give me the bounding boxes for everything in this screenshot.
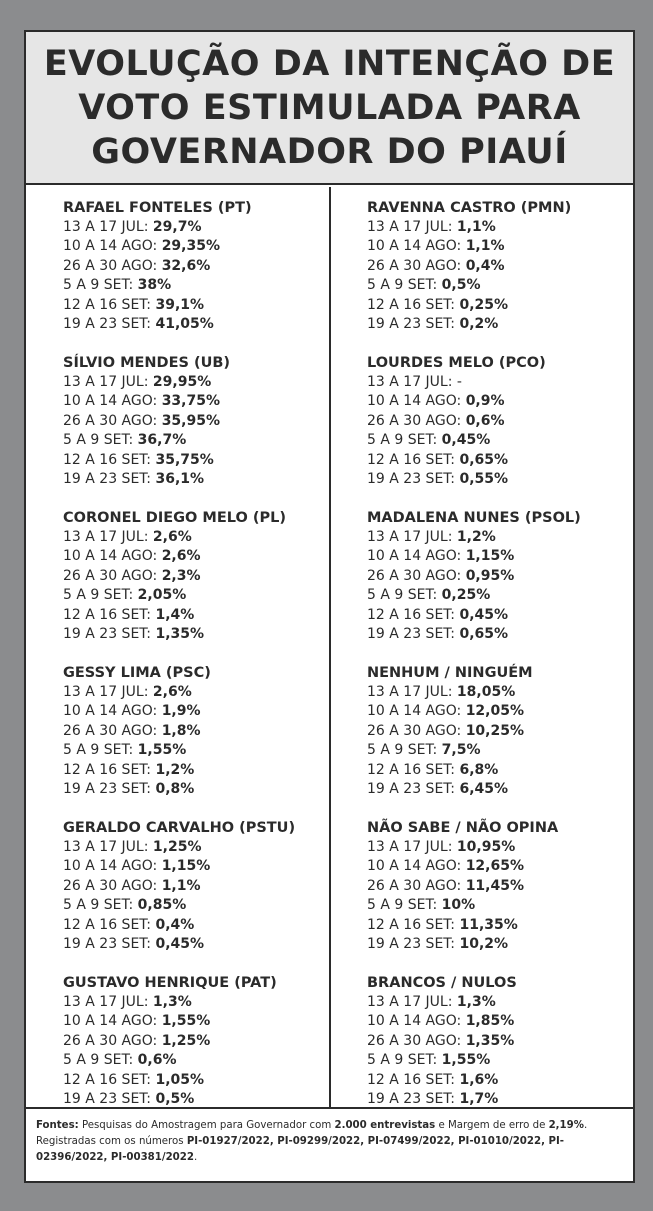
- poll-value: 1,15%: [465, 548, 515, 565]
- poll-row: [63, 722, 295, 741]
- candidate-block: [63, 974, 295, 1129]
- candidate-name: MADALENA NUNES (PSOL): [367, 510, 581, 526]
- sources-footer: [26, 1107, 633, 1181]
- footer-registrations: PI-01927/2022, PI-09299/2022, PI-07499/2022, PI-01010/2022, PI-02396/2022, PI-00381/2022: [36, 1136, 564, 1163]
- poll-value: 29,7%: [152, 219, 202, 235]
- poll-period: 10 A 14 AGO:: [367, 548, 462, 565]
- poll-value: 1,7%: [459, 1091, 499, 1108]
- poll-value: 0,8%: [155, 781, 195, 798]
- poll-period: 19 A 23 SET:: [367, 626, 456, 643]
- footer-text-3: . Registradas com os números: [36, 1120, 588, 1147]
- poll-period: 26 A 30 AGO:: [367, 722, 462, 739]
- poll-period: 19 A 23 SET:: [63, 471, 152, 488]
- candidate-name: NÃO SABE / NÃO OPINA: [367, 820, 559, 836]
- poll-value: 1,15%: [161, 858, 211, 875]
- poll-period: 19 A 23 SET:: [63, 1091, 152, 1108]
- poll-value: 11,45%: [465, 877, 524, 894]
- footer-text-1: Pesquisas do Amostragem para Governador com: [78, 1120, 335, 1131]
- page-title: EVOLUÇÃO DA INTENÇÃO DE VOTO ESTIMULADA PARA GOVERNADOR DO PIAUÍ: [43, 43, 616, 172]
- candidate-block: [367, 819, 581, 974]
- poll-value: 12,65%: [465, 858, 524, 875]
- poll-period: 5 A 9 SET:: [367, 897, 438, 914]
- candidate-name: CORONEL DIEGO MELO (PL): [63, 510, 286, 526]
- poll-row: [63, 916, 295, 935]
- candidate-name: NENHUM / NINGUÉM: [367, 665, 533, 681]
- poll-value: 0,9%: [465, 393, 505, 410]
- poll-row: [367, 916, 581, 935]
- poll-period: 10 A 14 AGO:: [63, 1013, 158, 1030]
- poll-row: [63, 838, 295, 857]
- poll-period: 13 A 17 JUL:: [63, 219, 149, 235]
- poll-row: [367, 896, 581, 915]
- poll-period: 26 A 30 AGO:: [367, 412, 462, 429]
- poll-row: [63, 702, 295, 721]
- poll-row: [63, 451, 295, 470]
- poll-value: 35,75%: [155, 451, 214, 468]
- poll-value: 0,4%: [465, 257, 505, 274]
- poll-period: 26 A 30 AGO:: [367, 567, 462, 584]
- poll-row: [367, 412, 581, 431]
- poll-row: [367, 1012, 581, 1031]
- candidate-block: [63, 354, 295, 509]
- poll-value: 7,5%: [441, 742, 481, 759]
- poll-row: [63, 993, 295, 1012]
- poll-period: 5 A 9 SET:: [63, 897, 134, 914]
- poll-value: 35,95%: [161, 412, 220, 429]
- poll-period: 19 A 23 SET:: [63, 626, 152, 643]
- poll-value: 1,1%: [465, 238, 505, 255]
- poll-value: 1,2%: [155, 761, 195, 778]
- poll-period: 19 A 23 SET:: [367, 471, 456, 488]
- poll-value: 36,7%: [137, 432, 187, 449]
- poll-row: [63, 877, 295, 896]
- candidate-name: GESSY LIMA (PSC): [63, 665, 211, 681]
- poll-value: 32,6%: [161, 257, 211, 274]
- poll-row: [63, 586, 295, 605]
- poll-row: [63, 683, 295, 702]
- poll-period: 13 A 17 JUL:: [63, 994, 149, 1010]
- poll-row: [367, 237, 581, 256]
- poll-value: 33,75%: [161, 393, 220, 410]
- poll-period: 5 A 9 SET:: [63, 587, 134, 604]
- poll-row: [367, 761, 581, 780]
- poll-row: [367, 276, 581, 295]
- poll-value: 1,2%: [456, 529, 496, 545]
- poll-row: [367, 567, 581, 586]
- poll-row: [367, 838, 581, 857]
- poll-value: 29,35%: [161, 238, 220, 255]
- poll-period: 12 A 16 SET:: [367, 606, 456, 623]
- footer-margin: 2,19%: [548, 1120, 584, 1131]
- poll-row: [63, 218, 295, 237]
- candidate-block: [63, 664, 295, 819]
- poll-row: [367, 780, 581, 799]
- poll-period: 13 A 17 JUL:: [63, 529, 149, 545]
- poll-value: 1,9%: [161, 703, 201, 720]
- poll-value: 10,25%: [465, 722, 524, 739]
- poll-row: [367, 1051, 581, 1070]
- candidate-name: BRANCOS / NULOS: [367, 975, 517, 991]
- poll-period: 13 A 17 JUL:: [367, 994, 453, 1010]
- poll-row: [367, 741, 581, 760]
- poll-row: [367, 683, 581, 702]
- poll-value: 2,6%: [152, 529, 192, 545]
- poll-row: [367, 606, 581, 625]
- poll-value: 0,6%: [137, 1052, 177, 1069]
- poll-value: 2,6%: [152, 684, 192, 700]
- poll-value: 1,1%: [456, 219, 496, 235]
- poll-value: 2,05%: [137, 587, 187, 604]
- poll-value: 1,35%: [155, 626, 205, 643]
- poll-row: [367, 993, 581, 1012]
- poll-value: 1,05%: [155, 1071, 205, 1088]
- poll-row: [63, 431, 295, 450]
- candidate-block: [367, 664, 581, 819]
- poll-value: 0,25%: [441, 587, 491, 604]
- poll-row: [367, 857, 581, 876]
- poll-row: [367, 451, 581, 470]
- poll-row: [63, 896, 295, 915]
- poll-row: [367, 722, 581, 741]
- poll-value: 2,3%: [161, 567, 201, 584]
- poll-period: 13 A 17 JUL:: [63, 374, 149, 390]
- poll-period: 10 A 14 AGO:: [63, 238, 158, 255]
- poll-row: [367, 625, 581, 644]
- poll-period: 12 A 16 SET:: [367, 296, 456, 313]
- poll-period: 12 A 16 SET:: [367, 1071, 456, 1088]
- poll-value: 36,1%: [155, 471, 205, 488]
- poll-row: [63, 606, 295, 625]
- poll-period: 19 A 23 SET:: [367, 316, 456, 333]
- poll-value: 1,25%: [152, 839, 202, 855]
- poll-value: 0,45%: [459, 606, 509, 623]
- poll-row: [63, 237, 295, 256]
- candidate-name: GERALDO CARVALHO (PSTU): [63, 820, 296, 836]
- poll-row: [367, 547, 581, 566]
- poll-value: 0,45%: [155, 936, 205, 953]
- poll-value: 1,55%: [441, 1052, 491, 1069]
- poll-row: [63, 1051, 295, 1070]
- poll-period: 19 A 23 SET:: [63, 316, 152, 333]
- candidate-name: RAVENNA CASTRO (PMN): [367, 200, 572, 216]
- poll-period: 5 A 9 SET:: [367, 742, 438, 759]
- poll-period: 26 A 30 AGO:: [63, 1032, 158, 1049]
- poll-period: 10 A 14 AGO:: [63, 393, 158, 410]
- poll-row: [367, 431, 581, 450]
- poll-period: 13 A 17 JUL:: [63, 839, 149, 855]
- poll-value: 0,55%: [459, 471, 509, 488]
- poll-row: [63, 1032, 295, 1051]
- candidate-name: SÍLVIO MENDES (UB): [63, 355, 231, 371]
- poll-row: [63, 761, 295, 780]
- poll-row: [63, 257, 295, 276]
- poll-row: [367, 392, 581, 411]
- poll-period: 13 A 17 JUL:: [63, 684, 149, 700]
- poll-period: 26 A 30 AGO:: [63, 722, 158, 739]
- poll-value: 0,4%: [155, 916, 195, 933]
- poll-period: 10 A 14 AGO:: [63, 703, 158, 720]
- poll-period: 12 A 16 SET:: [367, 916, 456, 933]
- poll-row: [367, 373, 581, 392]
- poll-value: 1,3%: [152, 994, 192, 1010]
- candidate-block: [367, 199, 581, 354]
- poll-value: 38%: [137, 277, 172, 294]
- poll-value: 10,2%: [459, 936, 509, 953]
- poll-row: [63, 1071, 295, 1090]
- poll-row: [63, 315, 295, 334]
- poll-value: 0,95%: [465, 567, 515, 584]
- poll-period: 10 A 14 AGO:: [367, 238, 462, 255]
- poll-row: [367, 702, 581, 721]
- poll-period: 12 A 16 SET:: [367, 451, 456, 468]
- column-divider: [329, 187, 331, 1107]
- poll-period: 10 A 14 AGO:: [63, 858, 158, 875]
- poll-row: [63, 567, 295, 586]
- poll-row: [367, 586, 581, 605]
- poll-value: 0,5%: [441, 277, 481, 294]
- poll-row: [367, 1032, 581, 1051]
- poll-value: 2,6%: [161, 548, 201, 565]
- poll-row: [63, 625, 295, 644]
- poll-period: 12 A 16 SET:: [63, 916, 152, 933]
- poll-period: 12 A 16 SET:: [63, 761, 152, 778]
- candidate-block: [63, 819, 295, 974]
- poll-value: 29,95%: [152, 374, 212, 390]
- poll-period: 12 A 16 SET:: [367, 761, 456, 778]
- poll-period: 12 A 16 SET:: [63, 451, 152, 468]
- poll-value: 10%: [441, 897, 476, 914]
- poll-period: 13 A 17 JUL:: [367, 684, 453, 700]
- footer-sample: 2.000 entrevistas: [334, 1120, 436, 1131]
- poll-row: [367, 296, 581, 315]
- candidate-name: GUSTAVO HENRIQUE (PAT): [63, 975, 277, 991]
- poll-row: [367, 315, 581, 334]
- footer-text-4: .: [193, 1152, 198, 1163]
- poll-value: 1,3%: [456, 994, 496, 1010]
- poll-value: 0,5%: [155, 1091, 195, 1108]
- poll-value: 11,35%: [459, 916, 518, 933]
- poll-value: 39,1%: [155, 296, 205, 313]
- poll-value: 0,2%: [459, 316, 499, 333]
- poll-card: [24, 30, 635, 1183]
- poll-value: 0,6%: [465, 412, 505, 429]
- poll-row: [63, 1012, 295, 1031]
- title-box: [26, 32, 633, 185]
- poll-period: 5 A 9 SET:: [367, 277, 438, 294]
- poll-period: 10 A 14 AGO:: [367, 393, 462, 410]
- poll-period: 13 A 17 JUL:: [367, 219, 453, 235]
- poll-period: 5 A 9 SET:: [63, 1052, 134, 1069]
- poll-period: 26 A 30 AGO:: [367, 257, 462, 274]
- poll-row: [367, 528, 581, 547]
- poll-period: 5 A 9 SET:: [63, 277, 134, 294]
- poll-period: 5 A 9 SET:: [367, 1052, 438, 1069]
- poll-period: 5 A 9 SET:: [367, 587, 438, 604]
- poll-value: 12,05%: [465, 703, 524, 720]
- poll-row: [367, 935, 581, 954]
- poll-value: 0,25%: [459, 296, 509, 313]
- poll-row: [63, 470, 295, 489]
- poll-value: 1,55%: [137, 742, 187, 759]
- poll-value: 41,05%: [155, 316, 214, 333]
- poll-value: 0,65%: [459, 626, 509, 643]
- candidate-block: [367, 509, 581, 664]
- poll-value: 10,95%: [456, 839, 516, 855]
- poll-row: [63, 373, 295, 392]
- poll-value: 1,35%: [465, 1032, 515, 1049]
- candidate-block: [367, 354, 581, 509]
- right-column: [367, 199, 581, 1129]
- poll-period: 12 A 16 SET:: [63, 296, 152, 313]
- poll-period: 5 A 9 SET:: [367, 432, 438, 449]
- poll-period: 5 A 9 SET:: [63, 742, 134, 759]
- poll-row: [367, 257, 581, 276]
- poll-period: 26 A 30 AGO:: [63, 877, 158, 894]
- poll-period: 26 A 30 AGO:: [63, 567, 158, 584]
- poll-row: [63, 780, 295, 799]
- poll-period: 19 A 23 SET:: [367, 1091, 456, 1108]
- poll-value: 6,45%: [459, 781, 509, 798]
- columns: [26, 187, 633, 1107]
- poll-value: 18,05%: [456, 684, 516, 700]
- poll-row: [367, 1071, 581, 1090]
- poll-value: 0,65%: [459, 451, 509, 468]
- poll-period: 10 A 14 AGO:: [367, 1013, 462, 1030]
- poll-value: 1,4%: [155, 606, 195, 623]
- poll-value: 0,85%: [137, 897, 187, 914]
- poll-value: 1,85%: [465, 1013, 515, 1030]
- poll-value: 6,8%: [459, 761, 499, 778]
- poll-row: [63, 547, 295, 566]
- poll-period: 5 A 9 SET:: [63, 432, 134, 449]
- poll-period: 10 A 14 AGO:: [367, 858, 462, 875]
- candidate-name: RAFAEL FONTELES (PT): [63, 200, 252, 216]
- poll-period: 19 A 23 SET:: [367, 781, 456, 798]
- poll-period: 26 A 30 AGO:: [367, 877, 462, 894]
- poll-row: [367, 218, 581, 237]
- footer-label: Fontes:: [36, 1120, 79, 1131]
- poll-row: [367, 877, 581, 896]
- poll-period: 13 A 17 JUL:: [367, 839, 453, 855]
- poll-row: [63, 412, 295, 431]
- poll-period: 26 A 30 AGO:: [63, 257, 158, 274]
- poll-period: 12 A 16 SET:: [63, 606, 152, 623]
- poll-period: 10 A 14 AGO:: [367, 703, 462, 720]
- poll-value: 1,6%: [459, 1071, 499, 1088]
- poll-period: 13 A 17 JUL: -: [367, 374, 462, 390]
- poll-value: 1,55%: [161, 1013, 211, 1030]
- poll-period: 19 A 23 SET:: [63, 936, 152, 953]
- candidate-name: LOURDES MELO (PCO): [367, 355, 546, 371]
- poll-row: [63, 741, 295, 760]
- poll-value: 1,25%: [161, 1032, 211, 1049]
- poll-row: [63, 935, 295, 954]
- poll-period: 12 A 16 SET:: [63, 1071, 152, 1088]
- candidate-block: [367, 974, 581, 1129]
- candidate-block: [63, 199, 295, 354]
- poll-period: 26 A 30 AGO:: [367, 1032, 462, 1049]
- poll-row: [63, 857, 295, 876]
- poll-row: [63, 296, 295, 315]
- poll-period: 19 A 23 SET:: [367, 936, 456, 953]
- footer-text-2: e Margem de erro de: [435, 1120, 549, 1131]
- poll-value: 0,45%: [441, 432, 491, 449]
- left-column: [63, 199, 295, 1129]
- poll-period: 13 A 17 JUL:: [367, 529, 453, 545]
- poll-period: 10 A 14 AGO:: [63, 548, 158, 565]
- poll-value: 1,1%: [161, 877, 201, 894]
- poll-row: [63, 528, 295, 547]
- poll-value: 1,8%: [161, 722, 201, 739]
- poll-period: 26 A 30 AGO:: [63, 412, 158, 429]
- poll-row: [367, 470, 581, 489]
- poll-row: [63, 276, 295, 295]
- poll-row: [63, 392, 295, 411]
- poll-period: 19 A 23 SET:: [63, 781, 152, 798]
- candidate-block: [63, 509, 295, 664]
